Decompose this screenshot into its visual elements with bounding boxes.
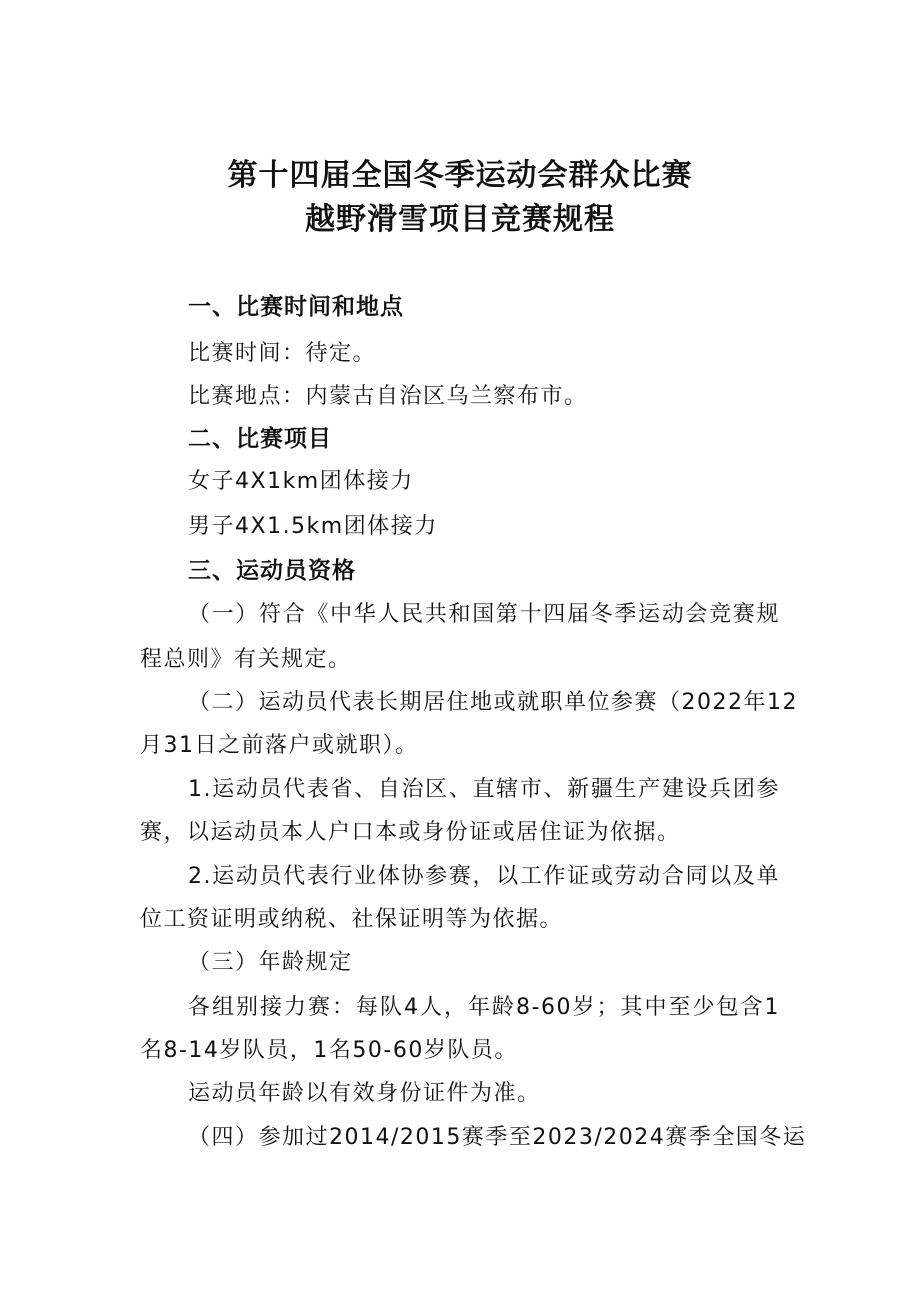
- document-title-line-2: 越野滑雪项目竞赛规程: [305, 202, 615, 237]
- eligibility-1-line-2: 程总则》有关规定。: [140, 647, 352, 672]
- age-rules-heading: （三）年龄规定: [188, 950, 353, 975]
- document-title-line-1: 第十四届全国冬季运动会群众比赛: [227, 158, 693, 193]
- eligibility-4-line-1: （四）参加过2014/2015赛季至2023/2024赛季全国冬运: [188, 1125, 807, 1150]
- age-rules-line-1: 各组别接力赛：每队4人，年龄8-60岁；其中至少包含1: [188, 995, 780, 1020]
- age-id-note: 运动员年龄以有效身份证件为准。: [188, 1081, 541, 1106]
- eligibility-2-1-line-2: 赛，以运动员本人户口本或身份证或居住证为依据。: [140, 820, 681, 845]
- section-heading-time-place: 一、比赛时间和地点: [188, 294, 404, 320]
- competition-time: 比赛时间：待定。: [188, 341, 377, 366]
- eligibility-1-line-1: （一）符合《中华人民共和国第十四届冬季运动会竞赛规: [188, 602, 780, 627]
- eligibility-2-line-1: （二）运动员代表长期居住地或就职单位参赛（2022年12: [188, 690, 798, 715]
- section-heading-eligibility: 三、运动员资格: [188, 558, 356, 584]
- competition-place: 比赛地点：内蒙古自治区乌兰察布市。: [188, 384, 588, 409]
- event-women-relay: 女子4X1km团体接力: [188, 469, 414, 494]
- eligibility-2-2-line-1: 2.运动员代表行业体协参赛，以工作证或劳动合同以及单: [188, 864, 780, 889]
- eligibility-2-line-2: 月31日之前落户或就职）。: [140, 733, 419, 758]
- eligibility-2-1-line-1: 1.运动员代表省、自治区、直辖市、新疆生产建设兵团参: [188, 777, 780, 802]
- eligibility-2-2-line-2: 位工资证明或纳税、社保证明等为依据。: [140, 907, 564, 932]
- age-rules-line-2: 名8-14岁队员，1名50-60岁队员。: [140, 1038, 518, 1063]
- section-heading-events: 二、比赛项目: [188, 426, 332, 452]
- event-men-relay: 男子4X1.5km团体接力: [188, 514, 438, 539]
